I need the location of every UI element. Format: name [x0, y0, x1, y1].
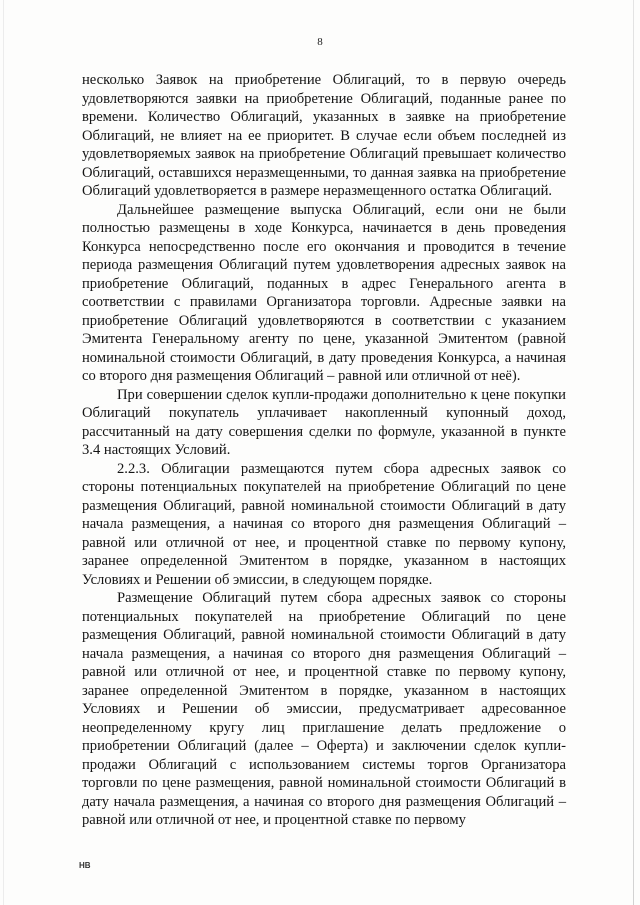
paragraph-1: несколько Заявок на приобретение Облигаций, то в первую очередь удовлетворяются заявки на приобретение Облигаций, поданные ранее по времени. Количество Облигаций, указанных в заявке на приобретение Облигаций, не влияет на ее приоритет. В случае если объем последней из удовлетворяемых заявок на приобретение Облигаций превышает количество Облигаций, оставшихся неразмещенными, то данная заявка на приобретение Облигаций удовлетворяется в размере неразмещенного остатка Облигаций.: [82, 72, 566, 199]
scan-edge-right: [633, 0, 634, 905]
page-number: 8: [317, 36, 323, 48]
paragraph-3: При совершении сделок купли-продажи дополнительно к цене покупки Облигаций покупатель уплачивает накопленный купонный доход, рассчитанный на дату совершения сделки по формуле, указанной в пункте 3.4 настоящих Условий.: [82, 386, 566, 458]
paragraph-2: Дальнейшее размещение выпуска Облигаций, если они не были полностью размещены в ходе Конкурса, начинается в день проведения Конкурса непосредственно после его окончания и проводится в течение периода размещения Облигаций путем удовлетворения адресных заявок на приобретение Облигаций, поданных в адрес Генерального агента в соответствии с правилами Организатора торговли. Адресные заявки на приобретение Облигаций удовлетворяются в соответствии с указанием Эмитента Генеральному агенту по цене, указанной Эмитентом (равной номинальной стоимости Облигаций, в дату проведения Конкурса, а начиная со второго дня размещения Облигаций – равной или отличной от неё).: [82, 201, 566, 384]
paragraph-4: 2.2.3. Облигации размещаются путем сбора адресных заявок со стороны потенциальных покупателей на приобретение Облигаций по цене размещения Облигаций, равной номинальной стоимости Облигаций в дату начала размещения, а начиная со второго дня размещения Облигаций – равной или отличной от нее, и процентной ставке по первому купону, заранее определенной Эмитентом в порядке, указанном в настоящих Условиях и Решении об эмиссии, в следующем порядке.: [82, 460, 566, 588]
document-body: [82, 71, 566, 830]
scan-edge-left: [3, 0, 4, 905]
paragraph-5: Размещение Облигаций путем сбора адресных заявок со стороны потенциальных покупателей на приобретение Облигаций по цене размещения Облигаций, равной номинальной стоимости Облигаций в дату начала размещения, а начиная со второго дня размещения Облигаций – равной или отличной от нее, и процентной ставке по первому купону, заранее определенной Эмитентом в порядке, указанном в настоящих Условиях и Решении об эмиссии, предусматривает адресованное неопределенному кругу лиц приглашение делать предложение о приобретении Облигаций (далее – Оферта) и заключении сделок купли-продажи Облигаций с использованием системы торгов Организатора торговли по цене размещения, равной номинальной стоимости Облигаций в дату начала размещения, а начиная со второго дня размещения Облигаций – равной или отличной от нее, и процентной ставке по первому: [82, 590, 566, 828]
footer-code: HB: [79, 861, 91, 870]
